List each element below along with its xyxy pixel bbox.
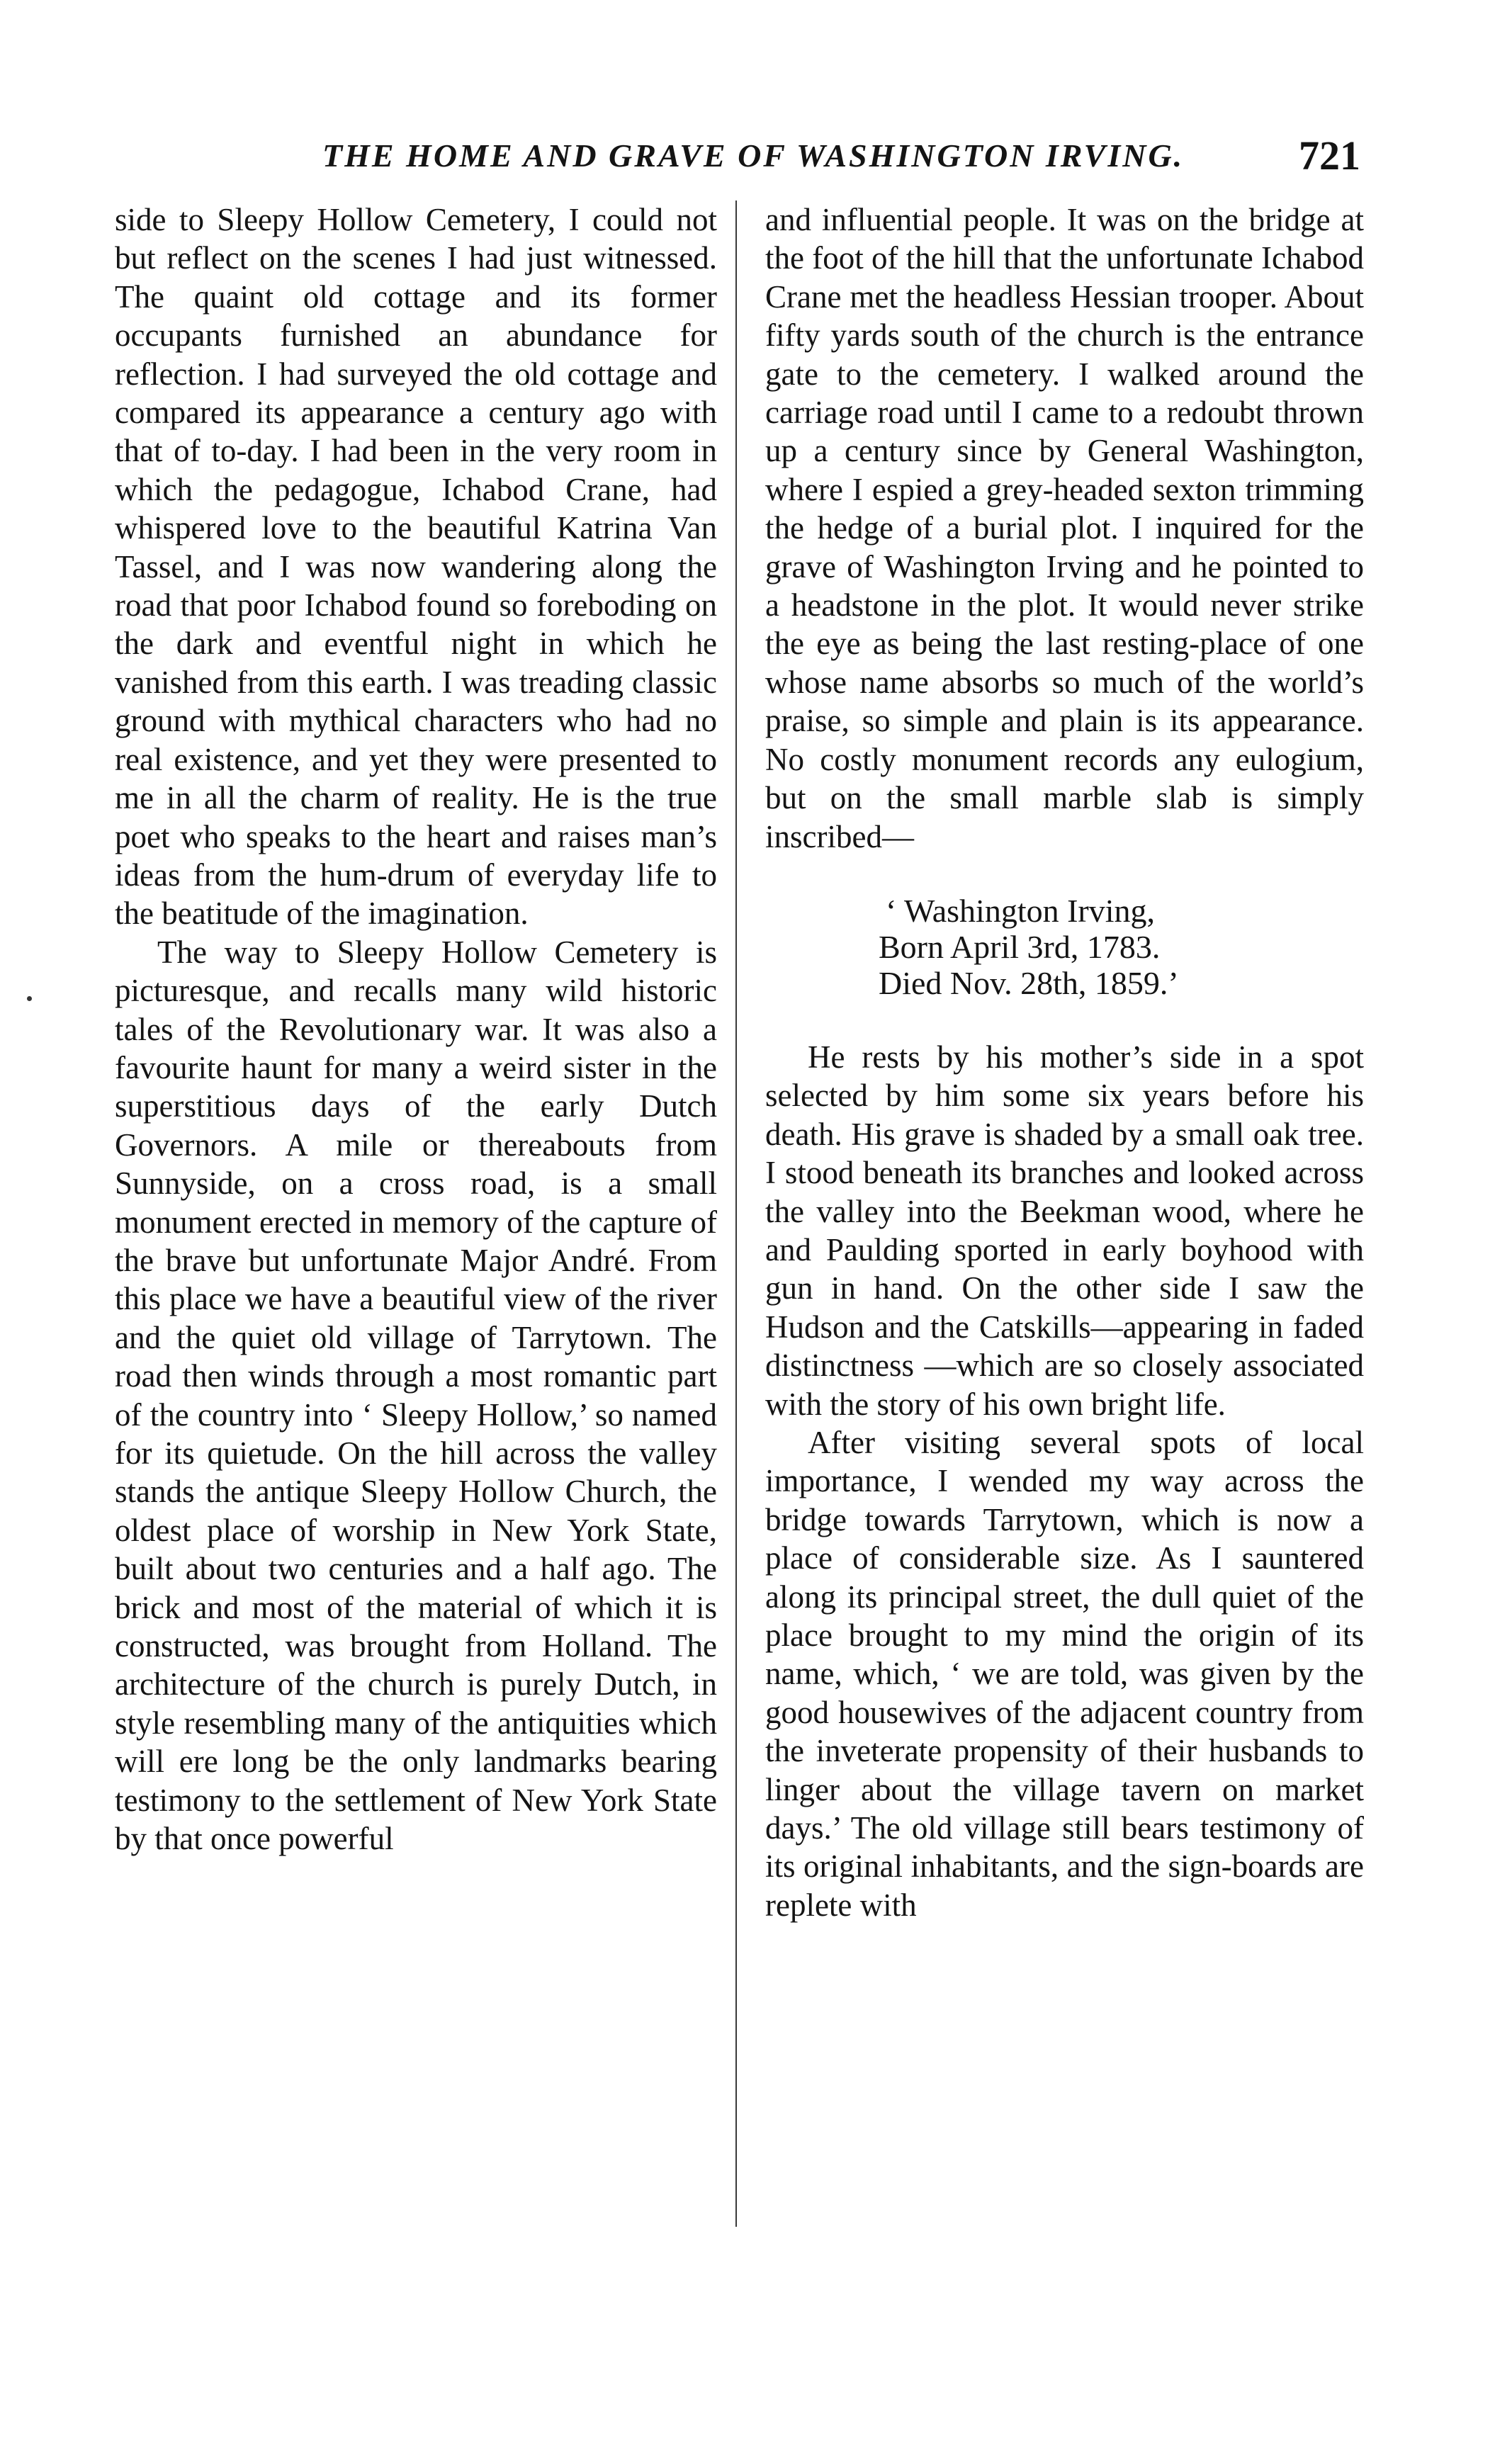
left-paragraph-2: The way to Sleepy Hollow Cemetery is picturesque, and recalls many wild historic tales of the Revolutionary war. It was also a favourite haunt for many a weird sister in the superstitious days of the early Dutch Governors. A mile or thereabouts from Sunnyside, on a cross road, is a small monument erected in memory of the capture of the brave but unfortunate Major André. From this place we have a beautiful view of the river and the quiet old village of Tarrytown. The road then winds through a most romantic part of the country into ‘ Sleepy Hollow,’ so named for its quietude. On the hill across the valley stands the antique Sleepy Hollow Church, the oldest place of worship in New York State, built about two centuries and a half ago. The brick and most of the material of which it is constructed, was brought from Holland. The architecture of the church is purely Dutch, in style resembling many of the antiquities which will ere long be the only landmarks bearing testimony to the settlement of New York State by that once powerful [115,934,717,1857]
epitaph-inscription [879,893,1364,1001]
right-paragraph-2: He rests by his mother’s side in a spot selected by him some six years before his death. His grave is shaded by a small oak tree. I stood beneath its branches and looked across the valley into the Beekman wood, where he and Paulding sported in early boyhood with gun in hand. On the other side I saw the Hudson and the Catskills—appearing in faded distinctness —which are so closely associated with the story of his own bright life. [765,1039,1364,1422]
right-paragraph-3: After visiting several spots of local importance, I wended my way across the bridge towards Tarrytown, which is now a place of considerable size. As I sauntered along its principal street, the dull quiet of the place brought to my mind the origin of its name, which, ‘ we are told, was given by the good housewives of the adjacent country from the inveterate propensity of their husbands to linger about the village tavern on market days.’ The old village still bears testimony of its original inhabitants, and the sign-boards are replete with [765,1424,1364,1923]
running-title: THE HOME AND GRAVE OF WASHINGTON IRVING. [322,137,1185,174]
ink-speck [27,996,32,1001]
running-head [113,128,1360,184]
epitaph-line-1: ‘ Washington Irving, [886,892,1156,929]
page-number: 721 [1299,132,1360,179]
right-column [765,201,1364,1924]
left-paragraph-1: side to Sleepy Hollow Cemetery, I could not but reflect on the scenes I had just witnessed. The quaint old cottage and its former occupants furnished an abundance for reflection. I had surveyed the old cottage and compared its appearance a century ago with that of to-day. I had been in the very room in which the pedagogue, Ichabod Crane, had whispered love to the beautiful Katrina Van Tassel, and I was now wandering along the road that poor Ichabod found so foreboding on the dark and eventful night in which he vanished from this earth. I was treading classic ground with mythical characters who had no real existence, and yet they were presented to me in all the charm of reality. He is the true poet who speaks to the heart and raises man’s ideas from the hum-drum of everyday life to the beatitude of the imagination. [115,202,717,932]
epitaph-line-2: Born April 3rd, 1783. [879,928,1161,965]
epitaph-line-3: Died Nov. 28th, 1859.’ [879,964,1179,1001]
column-divider [735,201,737,2227]
right-paragraph-1: and influential people. It was on the bridge at the foot of the hill that the unfortunate Ichabod Crane met the headless Hessian trooper. About fifty yards south of the church is the entrance gate to the cemetery. I walked around the carriage road until I came to a redoubt thrown up a century since by General Washington, where I espied a grey-headed sexton trimming the hedge of a burial plot. I inquired for the grave of Washington Irving and he pointed to a headstone in the plot. It would never strike the eye as being the last resting-place of one whose name absorbs so much of the world’s praise, so simple and plain is its appearance. No costly monument records any eulogium, but on the small marble slab is simply inscribed— [765,202,1364,854]
left-column [115,201,717,1858]
